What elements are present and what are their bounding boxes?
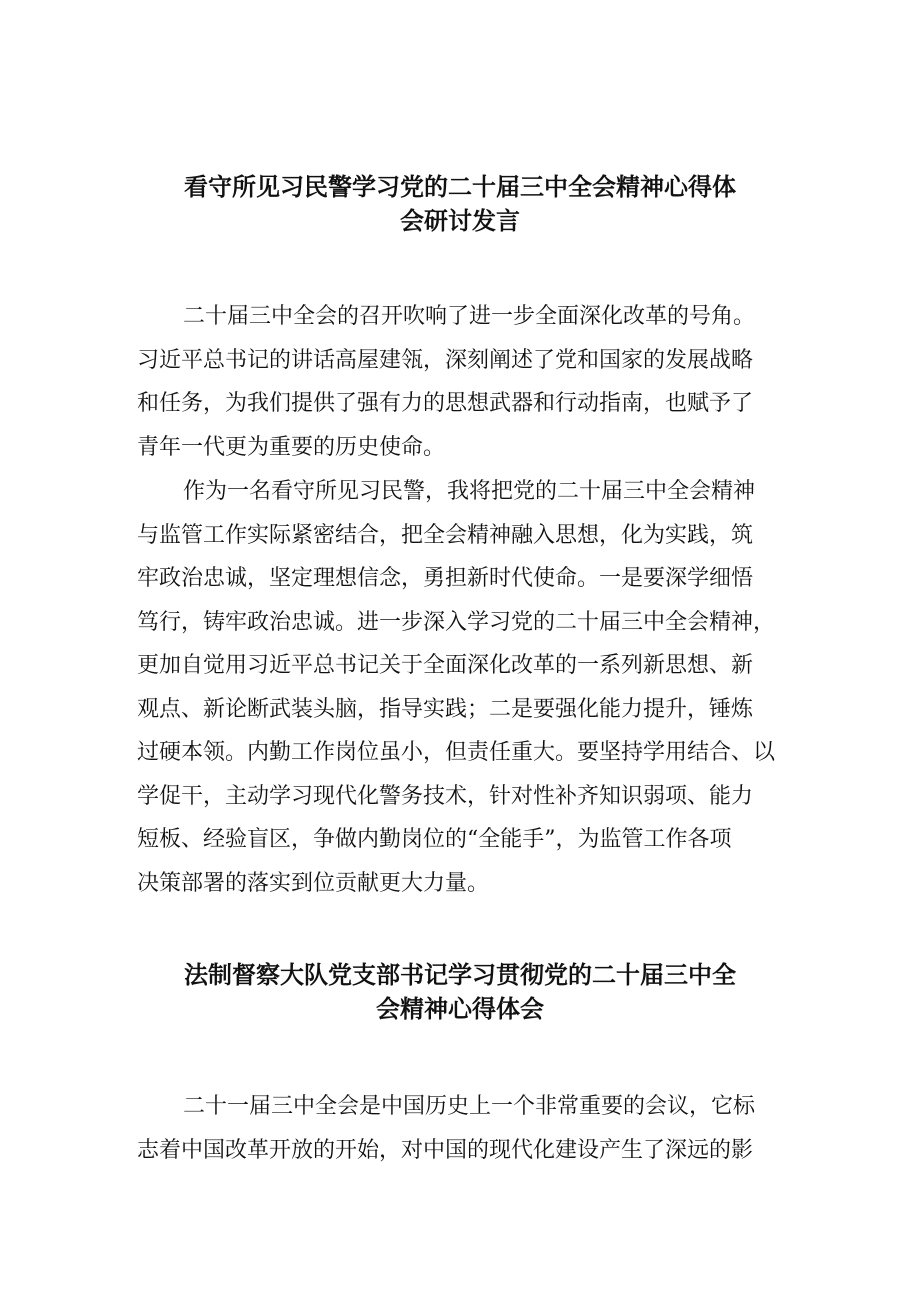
text-line: 观点、新论断武装头脑，指导实践；二是要强化能力提升，锤炼 <box>137 696 754 722</box>
text-line: 习近平总书记的讲话高屋建瓴，深刻阐述了党和国家的发展战略 <box>137 347 754 373</box>
text-line: 短板、经验盲区，争做内勤岗位的“全能手”，为监管工作各项 <box>137 827 732 852</box>
text-line: 青年一代更为重要的历史使命。 <box>137 434 446 460</box>
title-line: 看守所见习民警学习党的二十届三中全会精神心得体 <box>184 173 736 201</box>
title-line: 法制督察大队党支部书记学习贯彻党的二十届三中全 <box>184 961 736 989</box>
text-line: 作为一名看守所见习民警，我将把党的二十届三中全会精神 <box>183 479 756 504</box>
text-line: 更加自觉用习近平总书记关于全面深化改革的一系列新思想、新 <box>137 653 754 678</box>
section-1-paragraph-2 <box>137 470 797 905</box>
text-line: 二十一届三中全会是中国历史上一个非常重要的会议，它标 <box>183 1094 756 1119</box>
section-1-paragraph-1 <box>137 295 797 469</box>
text-line: 笃行，铸牢政治忠诚。进一步深入学习党的二十届三中全会精神， <box>137 609 776 635</box>
text-line: 与监管工作实际紧密结合，把全会精神融入思想，化为实践，筑 <box>137 522 754 548</box>
text-line: 二十届三中全会的召开吹响了进一步全面深化改革的号角。 <box>183 304 756 329</box>
section-2-title <box>0 958 920 1026</box>
title-line: 会研讨发言 <box>400 207 520 235</box>
text-line: 决策部署的落实到位贡献更大力量。 <box>137 870 490 896</box>
title-line: 会精神心得体会 <box>376 995 544 1023</box>
text-line: 牢政治忠诚，坚定理想信念，勇担新时代使命。一是要深学细悟 <box>137 566 754 591</box>
text-line: 学促干，主动学习现代化警务技术，针对性补齐知识弱项、能力 <box>137 783 754 809</box>
section-2-paragraph-1 <box>137 1085 797 1172</box>
text-line: 过硬本领。内勤工作岗位虽小，但责任重大。要坚持学用结合、以 <box>137 740 776 765</box>
text-line: 和任务，为我们提供了强有力的思想武器和行动指南，也赋予了 <box>137 391 754 416</box>
text-line: 志着中国改革开放的开始，对中国的现代化建设产生了深远的影 <box>137 1137 754 1163</box>
section-1-title <box>0 170 920 238</box>
